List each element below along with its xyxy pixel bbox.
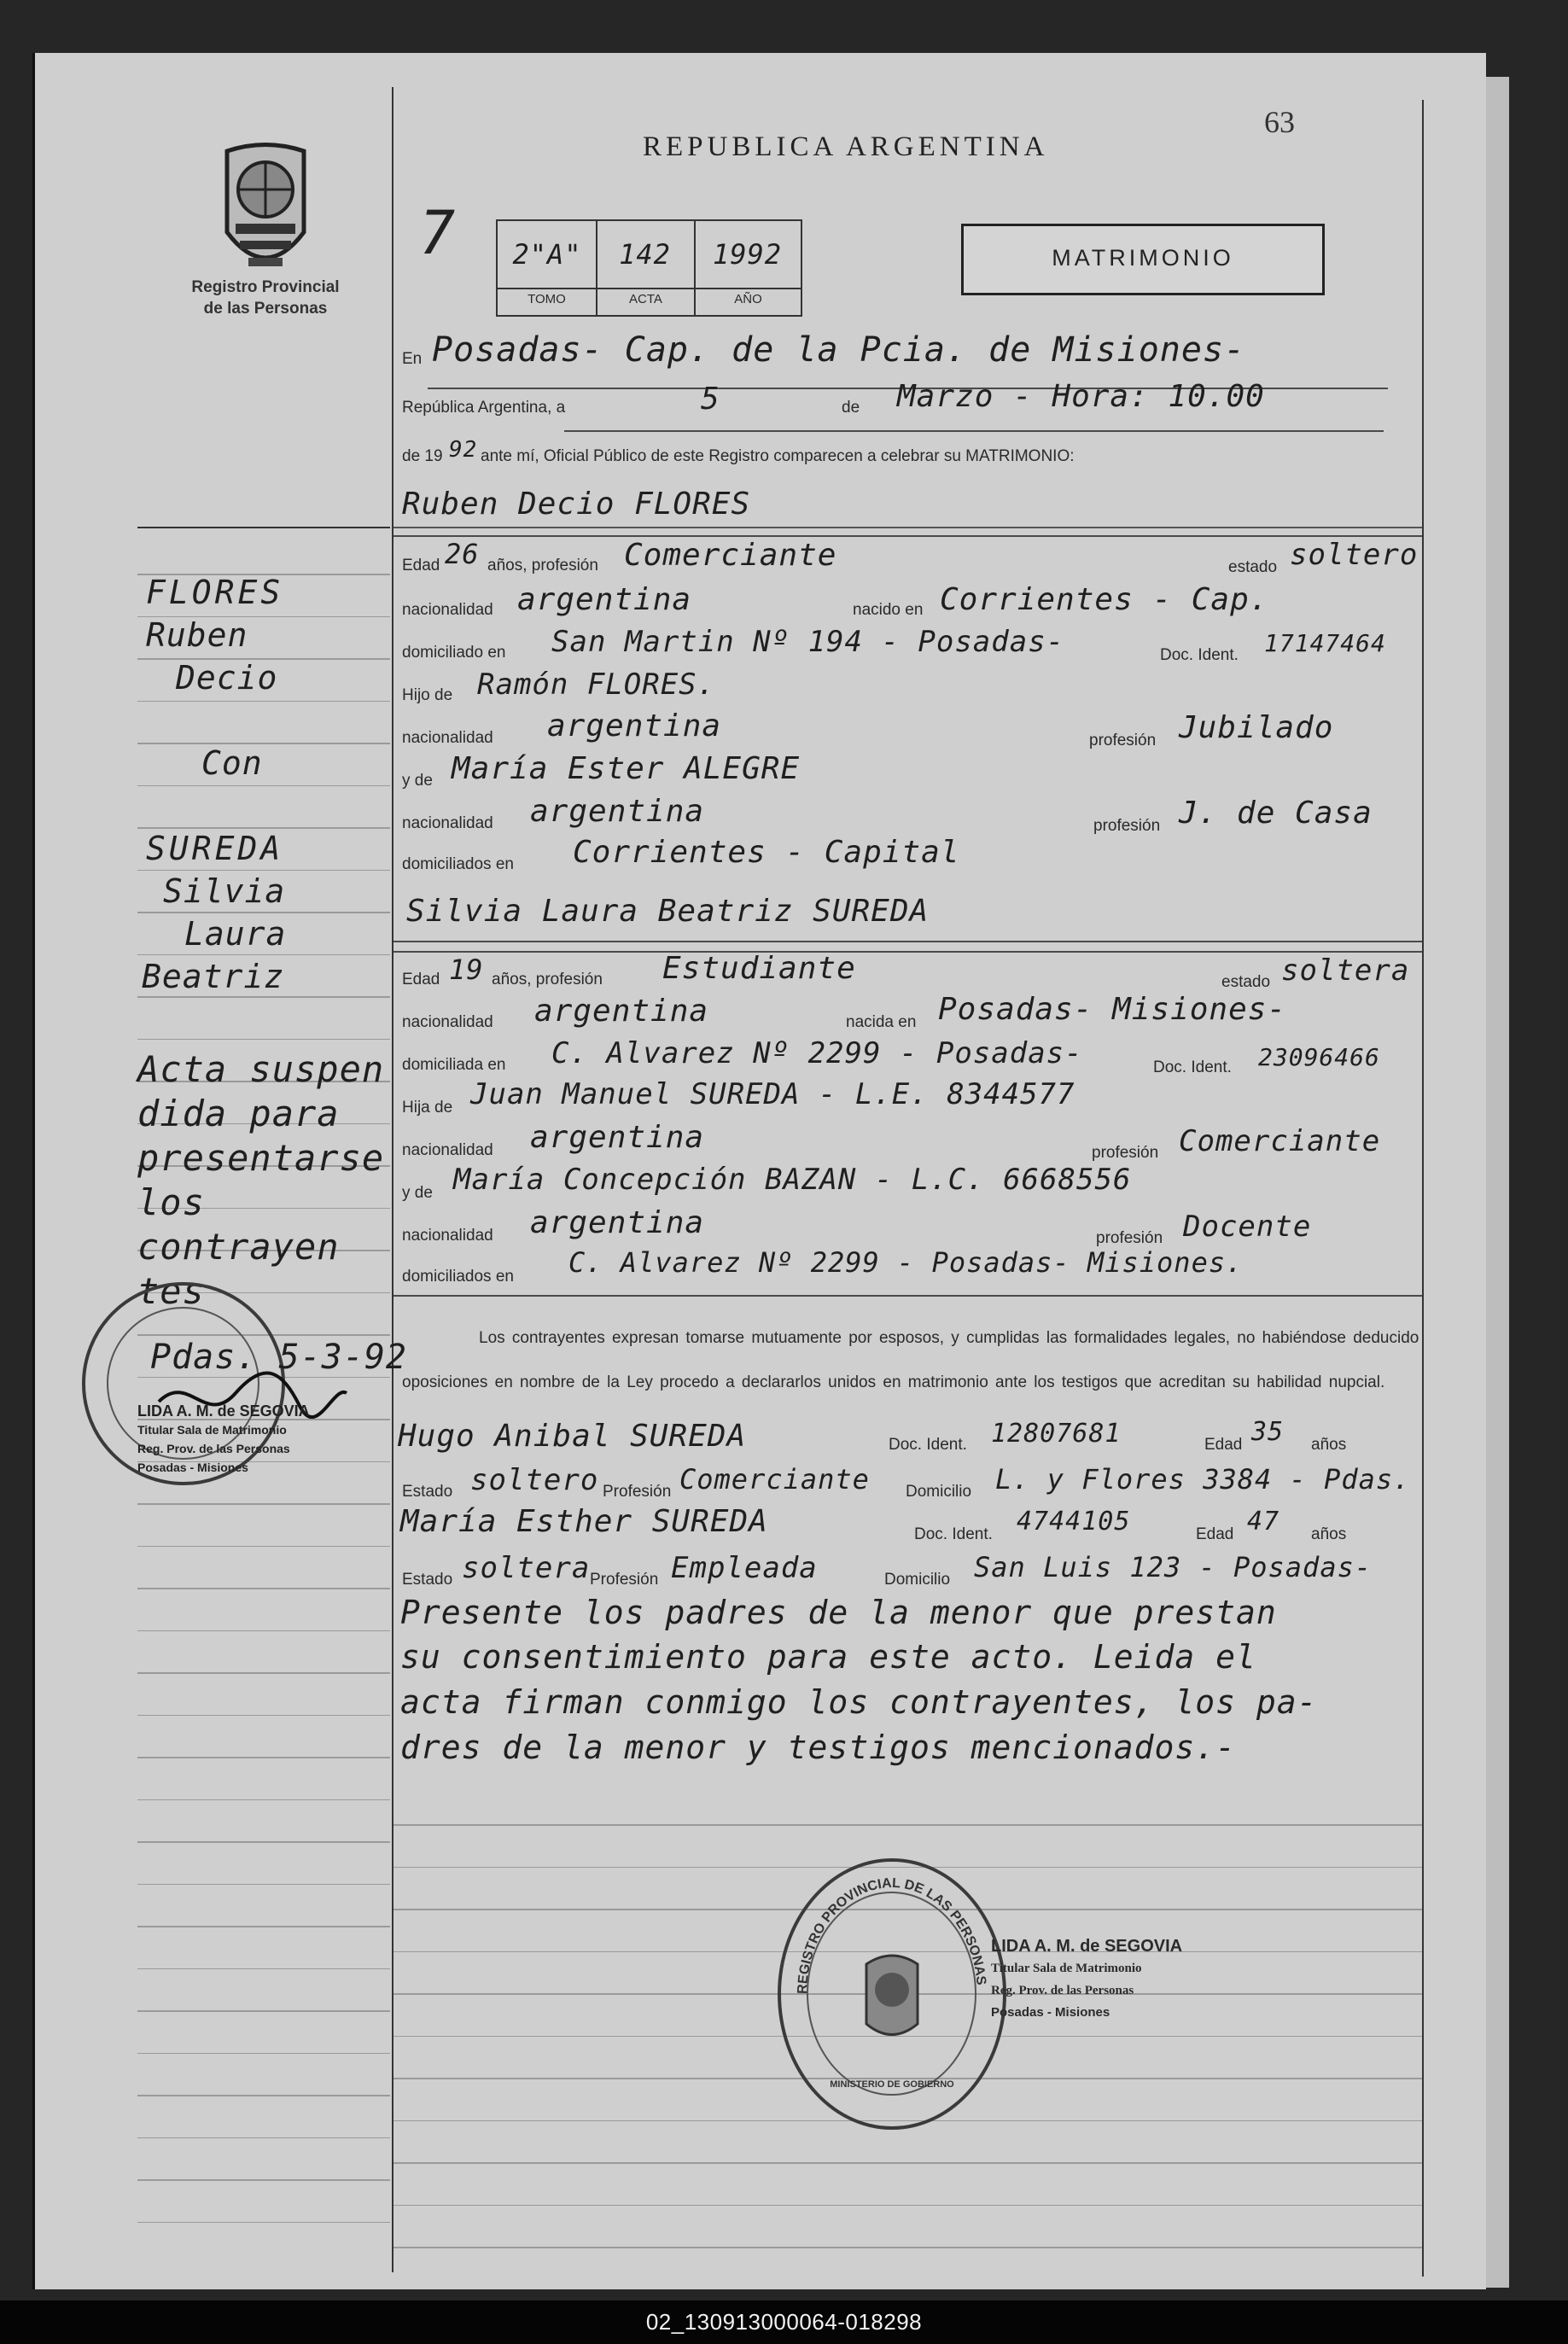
label-domiciliados-en: domiciliados en (402, 1268, 514, 1286)
registry-name-line1: Registro Provincial (191, 278, 340, 296)
label-hija-de: Hija de (402, 1099, 453, 1117)
label-profesion: profesión (1093, 817, 1161, 835)
officer-stamp (991, 1935, 1273, 2024)
groom-profession: Comerciante (624, 538, 837, 573)
closing-line: su consentimiento para este acto. Leida el (400, 1638, 1256, 1676)
label-y-de: y de (402, 1184, 433, 1202)
label-de: de (842, 399, 860, 417)
groom-doc: 17147464 (1264, 629, 1386, 657)
witness2-profession: Empleada (671, 1551, 818, 1585)
month-time: Marzo - Hora: 10.00 (897, 379, 1265, 414)
groom-father-profession: Jubilado (1179, 710, 1334, 745)
margin-note-line: dida para (137, 1093, 340, 1134)
record-type-box (961, 224, 1325, 295)
margin-mark: 7 (419, 198, 457, 268)
margin-note (137, 1047, 393, 1314)
bride-parents-address: C. Alvarez Nº 2299 - Posadas- Misiones. (568, 1246, 1244, 1279)
label-nacionalidad: nacionalidad (402, 729, 493, 747)
label-oficial: ante mí, Oficial Público de este Registro comparecen a celebrar su MATRIMONIO: (481, 447, 1075, 465)
label-anos: años (1311, 1525, 1347, 1543)
officer-place: Posadas - Misiones (991, 2005, 1110, 2020)
closing-line: Presente los padres de la menor que prestan (400, 1594, 1277, 1631)
label-nacionalidad: nacionalidad (402, 1013, 493, 1031)
seal-bottom-text: MINISTERIO DE GOBIERNO (830, 2079, 954, 2090)
label-nacionalidad: nacionalidad (402, 601, 493, 619)
right-frame-line (1422, 100, 1424, 2277)
bride-name-line (393, 941, 1422, 942)
label-domicilio: Domicilio (884, 1571, 951, 1589)
province-emblem-icon (210, 138, 321, 288)
page-number: 63 (1264, 105, 1295, 139)
bride-address: C. Alvarez Nº 2299 - Posadas- (551, 1036, 1083, 1070)
bride-name: Silvia Laura Beatriz SUREDA (406, 894, 930, 929)
groom-address: San Martin Nº 194 - Posadas- (551, 625, 1065, 659)
groom-father: Ramón FLORES. (477, 668, 716, 702)
place: Posadas- Cap. de la Pcia. de Misiones- (432, 330, 1246, 370)
groom-mother-nationality: argentina (530, 794, 705, 829)
record-type: MATRIMONIO (1052, 245, 1234, 271)
label-profesion-cap: Profesión (590, 1571, 659, 1589)
margin-name: SUREDA (146, 830, 284, 867)
bride-nationality: argentina (534, 994, 709, 1029)
bride-birthplace: Posadas- Misiones- (938, 992, 1287, 1027)
ano-label: AÑO (734, 292, 762, 306)
officer-name: LIDA A. M. de SEGOVIA (991, 1937, 1183, 1956)
label-nacionalidad: nacionalidad (402, 1141, 493, 1159)
groom-parents-address: Corrientes - Capital (573, 835, 960, 870)
bride-mother: María Concepción BAZAN - L.C. 6668556 (453, 1163, 1132, 1197)
caption-bar (0, 2300, 1568, 2344)
bride-section-divider (393, 951, 1422, 953)
margin-name: Con (201, 744, 263, 782)
label-estado: estado (1221, 973, 1271, 991)
bride-doc: 23096466 (1258, 1043, 1380, 1071)
groom-mother: María Ester ALEGRE (452, 751, 801, 786)
margin-note-line: tes (137, 1270, 205, 1312)
tomo-label: TOMO (528, 292, 566, 306)
bride-status: soltera (1281, 953, 1410, 988)
label-domiciliado-en: domiciliado en (402, 644, 506, 662)
label-edad: Edad (402, 971, 440, 988)
label-nacido-en: nacido en (853, 601, 924, 619)
label-profesion: profesión (1089, 732, 1157, 749)
bride-mother-nationality: argentina (530, 1205, 705, 1240)
printed-paragraph: Los contrayentes expresan tomarse mutuamente por esposos, y cumplidas las formalidades legales, no habiéndose deducido oposiciones en nombre de la Ley procedo a declararlos unidos en matrimonio ante los testigos que acreditan su habilidad nupcial. (402, 1329, 1419, 1391)
label-anos: años (1311, 1436, 1347, 1454)
label-nacionalidad: nacionalidad (402, 814, 493, 832)
groom-birthplace: Corrientes - Cap. (940, 582, 1269, 617)
label-y-de: y de (402, 772, 433, 790)
label-nacionalidad: nacionalidad (402, 1227, 493, 1245)
label-estado-cap: Estado (402, 1571, 453, 1589)
groom-nationality: argentina (517, 582, 692, 617)
bride-profession: Estudiante (662, 951, 856, 986)
groom-name: Ruben Decio FLORES (402, 487, 751, 522)
label-estado: estado (1228, 558, 1278, 576)
official-seal-stamp (778, 1858, 1006, 2130)
margin-note-line: presentarse (137, 1137, 385, 1179)
registry-name (163, 277, 368, 319)
register-page (32, 53, 1486, 2289)
groom-section-divider (393, 535, 1422, 537)
acta-value: 142 (619, 238, 671, 271)
officer-title: Titular Sala de Matrimonio (991, 1962, 1142, 1975)
officer-org: Reg. Prov. de las Personas (991, 1984, 1134, 1997)
year-suffix: 92 (449, 437, 478, 463)
margin-officer-stamp (137, 1402, 419, 1477)
label-doc-ident: Doc. Ident. (914, 1525, 993, 1543)
label-domiciliada-en: domiciliada en (402, 1056, 506, 1074)
label-republica: República Argentina, a (402, 399, 566, 417)
label-profesion: profesión (1096, 1229, 1163, 1247)
closing-line: acta firman conmigo los contrayentes, los pa- (400, 1683, 1318, 1721)
margin-name: Beatriz (142, 958, 285, 995)
label-de19: de 19 (402, 447, 443, 465)
label-anos-profesion: años, profesión (492, 971, 603, 988)
reference-box (496, 219, 802, 317)
form-line (393, 527, 1422, 528)
registry-name-line2: de las Personas (203, 300, 328, 318)
witness1-status: soltero (470, 1463, 599, 1497)
margin-name: Silvia (163, 872, 286, 910)
ano-value: 1992 (712, 238, 783, 271)
form-line (564, 430, 1384, 432)
closing-line: dres de la menor y testigos mencionados.- (400, 1729, 1236, 1766)
groom-mother-profession: J. de Casa (1179, 796, 1373, 831)
witness2-status: soltera (462, 1551, 591, 1585)
label-domicilio: Domicilio (906, 1483, 972, 1501)
margin-note-line: Acta suspen (137, 1048, 385, 1090)
witness2-doc: 4744105 (1017, 1507, 1131, 1536)
margin-line (137, 527, 390, 528)
witness1-profession: Comerciante (679, 1463, 870, 1496)
witness1-name: Hugo Anibal SUREDA (398, 1419, 747, 1454)
label-domiciliados-en: domiciliados en (402, 855, 514, 873)
witness2-age: 47 (1247, 1507, 1280, 1536)
acta-label: ACTA (629, 292, 662, 306)
label-edad: Edad (402, 557, 440, 574)
officer-name: LIDA A. M. de SEGOVIA (137, 1402, 310, 1420)
label-en: En (402, 350, 423, 368)
witness2-address: San Luis 123 - Posadas- (974, 1551, 1373, 1583)
bride-father: Juan Manuel SUREDA - L.E. 8344577 (470, 1077, 1075, 1111)
margin-name: Laura (184, 915, 287, 953)
tomo-value: 2"A" (512, 238, 582, 271)
margin-note-line: los contrayen (137, 1181, 340, 1268)
bride-age: 19 (449, 953, 484, 986)
margin-name: FLORES (146, 574, 284, 611)
label-edad: Edad (1204, 1436, 1243, 1454)
bride-mother-profession: Docente (1183, 1210, 1312, 1244)
officer-title: Titular Sala de Matrimonio (137, 1423, 287, 1437)
label-nacida-en: nacida en (846, 1013, 917, 1031)
groom-father-nationality: argentina (547, 708, 722, 743)
label-edad: Edad (1196, 1525, 1234, 1543)
label-anos-profesion: años, profesión (487, 557, 598, 574)
country-title: REPUBLICA ARGENTINA (643, 131, 1049, 162)
witness1-age: 35 (1251, 1417, 1285, 1447)
bride-father-nationality: argentina (530, 1120, 705, 1155)
image-caption: 02_130913000064-018298 (645, 2309, 923, 2335)
margin-name: Decio (176, 659, 278, 697)
groom-status: soltero (1290, 538, 1419, 572)
label-hijo-de: Hijo de (402, 686, 453, 704)
groom-age: 26 (445, 538, 480, 570)
label-profesion: profesión (1092, 1144, 1159, 1162)
witness2-name: María Esther SUREDA (400, 1504, 768, 1539)
witness1-address: L. y Flores 3384 - Pdas. (995, 1463, 1411, 1496)
label-doc-ident: Doc. Ident. (1160, 646, 1239, 664)
bride-father-profession: Comerciante (1179, 1124, 1381, 1158)
day: 5 (701, 382, 720, 417)
witness1-doc: 12807681 (991, 1419, 1122, 1449)
label-doc-ident: Doc. Ident. (1153, 1058, 1232, 1076)
margin-note-date: Pdas. 5-3-92 (150, 1338, 407, 1377)
form-line (393, 1295, 1422, 1297)
label-estado-cap: Estado (402, 1483, 453, 1501)
margin-name: Ruben (146, 616, 248, 654)
officer-org: Reg. Prov. de las Personas (137, 1442, 290, 1455)
seal-ring-text: REGISTRO PROVINCIAL DE LAS PERSONAS (795, 1875, 988, 1995)
label-doc-ident: Doc. Ident. (889, 1436, 967, 1454)
officer-place: Posadas - Misiones (137, 1461, 248, 1474)
label-profesion-cap: Profesión (603, 1483, 672, 1501)
